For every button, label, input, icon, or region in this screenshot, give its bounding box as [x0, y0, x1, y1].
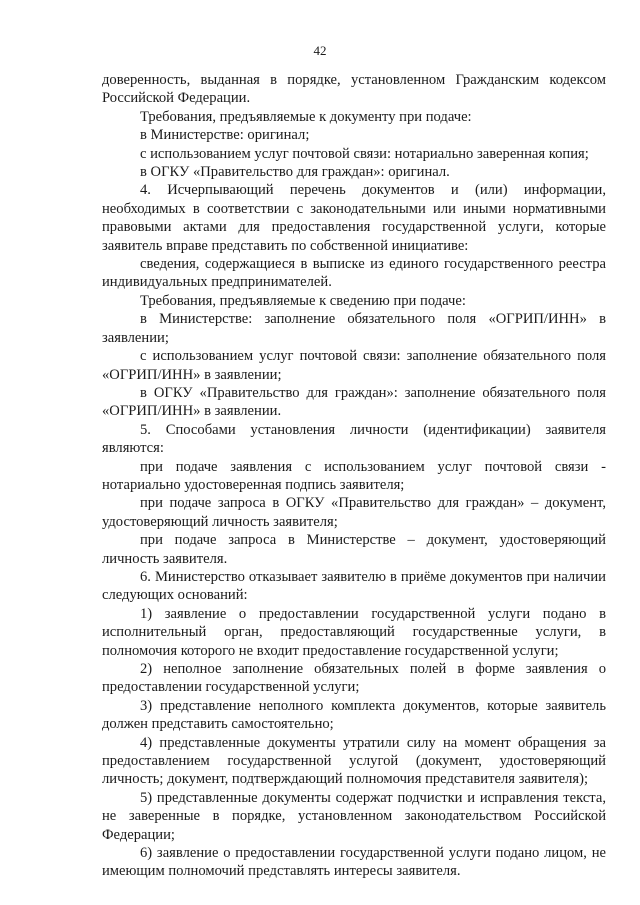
paragraph: в Министерстве: оригинал; [140, 127, 310, 144]
paragraph: 4. Исчерпывающий перечень документов и (или) информации, необходимых в соответствии с законодательными или иными нормативными правовыми актами для предоставления государственной услуги, которые заявитель вправе представить по собственной инициативе: [102, 182, 606, 254]
paragraph: с использованием услуг почтовой связи: заполнение обязательного поля «ОГРИП/ИНН» в заявлении; [102, 348, 606, 383]
page-number: 42 [313, 43, 327, 58]
paragraph: Требования, предъявляемые к сведению при подаче: [140, 292, 466, 309]
paragraph: при подаче запроса в Министерстве – документ, удостоверяющий личность заявителя. [102, 532, 606, 567]
paragraph: 6) заявление о предоставлении государственной услуги подано лицом, не имеющим полномочий представлять интересы заявителя. [102, 845, 606, 880]
paragraph: 5) представленные документы содержат подчистки и исправления текста, не заверенные в порядке, установленном законодательством Российской Федерации; [102, 789, 606, 843]
paragraph: 3) представление неполного комплекта документов, которые заявитель должен представить самостоятельно; [102, 697, 606, 733]
paragraph: при подаче запроса в ОГКУ «Правительство для граждан» – документ, удостоверяющий личность заявителя; [102, 495, 606, 530]
document-body [102, 71, 606, 881]
paragraph: в Министерстве: заполнение обязательного поля «ОГРИП/ИНН» в заявлении; [102, 311, 606, 346]
paragraph: 2) неполное заполнение обязательных полей в форме заявления о предоставлении государственной услуги; [102, 661, 606, 696]
paragraph: при подаче заявления с использованием услуг почтовой связи - нотариально удостоверенная подпись заявителя; [102, 458, 606, 493]
paragraph: доверенность, выданная в порядке, установленном Гражданским кодексом Российской Федерации. [102, 72, 606, 107]
paragraph: Требования, предъявляемые к документу при подаче: [140, 108, 472, 125]
paragraph: с использованием услуг почтовой связи: нотариально заверенная копия; [140, 145, 589, 162]
paragraph: в ОГКУ «Правительство для граждан»: оригинал. [140, 164, 450, 181]
paragraph: 5. Способами установления личности (идентификации) заявителя являются: [102, 421, 606, 457]
paragraph: в ОГКУ «Правительство для граждан»: заполнение обязательного поля «ОГРИП/ИНН» в заявлении. [102, 384, 606, 420]
paragraph: 6. Министерство отказывает заявителю в приёме документов при наличии следующих оснований: [102, 568, 606, 604]
paragraph: сведения, содержащиеся в выписке из единого государственного реестра индивидуальных предпринимателей. [102, 256, 606, 291]
paragraph: 1) заявление о предоставлении государственной услуги подано в исполнительный орган, предоставляющий государственные услуги, в полномочия которого не входит предоставление государственной услуги; [102, 605, 606, 659]
paragraph: 4) представленные документы утратили силу на момент обращения за предоставлением государственной услугой (документ, удостоверяющий личность; документ, подтверждающий полномочия представителя заявителя); [102, 734, 606, 788]
